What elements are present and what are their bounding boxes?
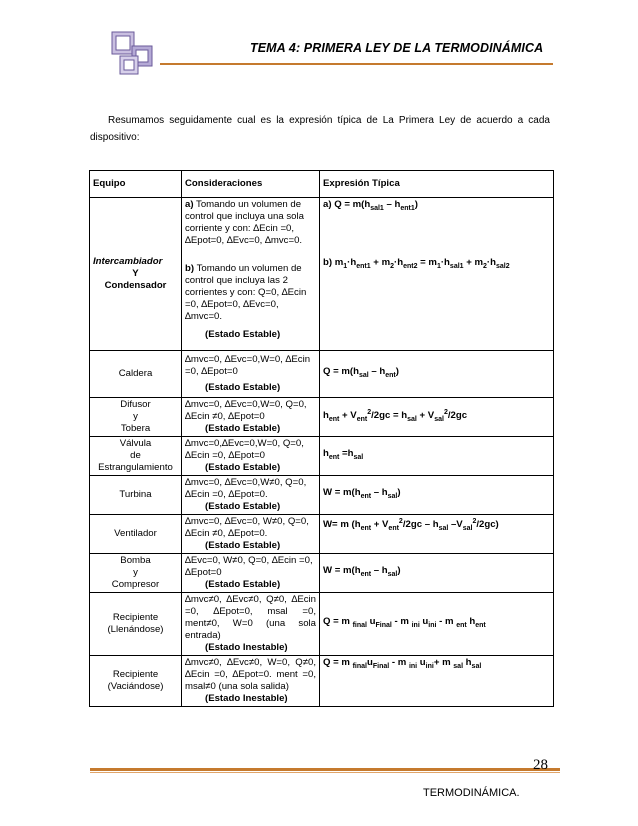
linked-squares-icon <box>110 30 158 78</box>
equipo-name-line3: Tobera <box>120 423 151 434</box>
equipo-vaciandose <box>90 656 182 707</box>
table-row-bomba <box>90 554 554 593</box>
equipo-name-line2: (Llenándose) <box>107 624 164 635</box>
intro-paragraph <box>90 112 550 146</box>
equipo-turbina: Turbina <box>90 476 182 515</box>
estado-label: (Estado Inestable) <box>205 642 288 653</box>
equipo-bomba <box>90 554 182 593</box>
cons-b-text: Tomando un volumen de control que incluya las 2 corrientes y con: Q=0, ∆Ecin =0, ∆Epot=0, ∆Evc=0, ∆mvc=0. <box>185 263 307 322</box>
equipo-name-line2: de <box>130 450 141 461</box>
table-row-llenandose <box>90 593 554 656</box>
cons-a-text: Tomando un volumen de control que incluya una sola corriente y con: ∆Ecin =0, ∆Epot=0, ∆Evc=0, ∆mvc=0. <box>185 199 304 246</box>
cons-text: ∆mvc=0,∆Evc=0,W=0, Q=0, ∆Ecin =0, ∆Epot=0 <box>185 438 304 461</box>
page-header-title: TEMA 4: PRIMERA LEY DE LA TERMODINÁMICA <box>250 41 544 55</box>
equipo-name-line2: (Vaciándose) <box>107 681 164 692</box>
cons-text: ∆Evc=0, W≠0, Q=0, ∆Ecin =0, ∆Epot=0 <box>185 555 313 578</box>
cons-ventilador <box>182 515 320 554</box>
expr-difusor: $h_{ent} + V_{ent}^2/2gc = h_{sal} + V_{sal}^2/2gc$ <box>320 398 554 437</box>
header-rule <box>160 63 553 65</box>
table-header-row <box>90 171 554 198</box>
expr-valvula: $h_{ent} =h_{sal}$ <box>320 437 554 476</box>
cons-text: ∆mvc≠0, ∆Evc≠0, Q≠0, ∆Ecin =0, ∆Epot=0, msal =0, ment≠0, W=0 (una sola entrada) <box>185 594 316 641</box>
equipo-caldera: Caldera <box>90 351 182 398</box>
footer-rule <box>90 768 560 771</box>
header-equipo: Equipo <box>90 171 182 198</box>
equipo-name-line1: Bomba <box>120 555 151 566</box>
table-row-intercambiador <box>90 198 554 351</box>
cons-a-label: a) <box>185 199 194 210</box>
table-row-vaciandose <box>90 656 554 707</box>
expr-b: b) $m_1\cdot h_{ent1} + m_2\cdot h_{ent2} = m_1\cdot h_{sal1} + m_2\cdot h_{sal2}$ <box>323 256 510 270</box>
table-row-ventilador <box>90 515 554 554</box>
table-row-turbina <box>90 476 554 515</box>
equipo-name-line2: Y <box>132 268 139 279</box>
equipo-name-line2: y <box>133 567 138 578</box>
first-law-table <box>89 170 554 707</box>
estado-label: (Estado Estable) <box>205 423 281 434</box>
estado-label: (Estado Estable) <box>205 501 281 512</box>
equipo-intercambiador <box>90 198 182 351</box>
cons-text: ∆mvc=0, ∆Evc=0,W=0, ∆Ecin =0, ∆Epot=0 <box>185 354 311 377</box>
cons-text: ∆mvc=0, ∆Evc=0,W=0, Q=0, ∆Ecin ≠0, ∆Epot=0 <box>185 399 307 422</box>
cons-b-label: b) <box>185 263 195 274</box>
cons-intercambiador <box>182 198 320 351</box>
expr-turbina: $W = m(h_{ent} - h_{sal})$ <box>320 476 554 515</box>
expr-caldera: $Q = m(h_{sal} - h_{ent})$ <box>320 351 554 398</box>
cons-turbina <box>182 476 320 515</box>
equipo-name-line1: Difusor <box>120 399 151 410</box>
equipo-valvula <box>90 437 182 476</box>
equipo-name-line3: Estrangulamiento <box>98 462 173 473</box>
expr-ventilador: W= m ($h_{ent} + V_{ent}^2/2gc - h_{sal}$ $-V_{sal}^2/2gc$) <box>320 515 554 554</box>
intro-text: Resumamos seguidamente cual es la expresión típica de La Primera Ley de acuerdo a cada dispositivo: <box>90 115 550 143</box>
cons-bomba <box>182 554 320 593</box>
cons-caldera <box>182 351 320 398</box>
expr-bomba: $W = m(h_{ent} - h_{sal})$ <box>320 554 554 593</box>
cons-difusor <box>182 398 320 437</box>
cons-text: ∆mvc=0, ∆Evc=0, W≠0, Q=0, ∆Ecin ≠0, ∆Epot=0. <box>185 516 309 539</box>
equipo-name-line3: Condensador <box>104 280 167 291</box>
estado-label: (Estado Estable) <box>205 382 281 393</box>
estado-label: (Estado Estable) <box>205 329 281 340</box>
equipo-name-line2: y <box>133 411 138 422</box>
equipo-name-line1: Intercambiador <box>93 256 163 267</box>
table-row-caldera <box>90 351 554 398</box>
estado-label: (Estado Estable) <box>205 462 281 473</box>
cons-valvula <box>182 437 320 476</box>
equipo-name-line1: Recipiente <box>112 669 159 680</box>
expr-intercambiador <box>320 198 554 351</box>
expr-llenandose: Q = m $_{final}$ $u_{Final}$ - m $_{ini}$ $u_{ini}$ - m $_{ent}$ $h_{ent}$ <box>320 593 554 656</box>
footer-rule-thin <box>90 772 560 773</box>
cons-vaciandose <box>182 656 320 707</box>
footer-text: TERMODINÁMICA. <box>423 787 520 799</box>
equipo-name-line3: Compresor <box>111 579 160 590</box>
equipo-name-line1: Válvula <box>119 438 152 449</box>
table-row-valvula <box>90 437 554 476</box>
expr-vaciandose: Q = m $_{final}u_{Final}$ - m $_{ini}$ $u_{ini}+ m$ $_{sal}$ $h_{sal}$ <box>320 656 554 707</box>
cons-text: ∆mvc≠0, ∆Evc≠0, W=0, Q≠0, ∆Ecin =0, ∆Epot=0. ment =0, msal≠0 (una sola salida) <box>185 657 316 692</box>
estado-label: (Estado Inestable) <box>205 693 288 704</box>
table-row-difusor <box>90 398 554 437</box>
estado-label: (Estado Estable) <box>205 579 281 590</box>
equipo-llenandose <box>90 593 182 656</box>
cons-llenandose <box>182 593 320 656</box>
page-number: 28 <box>533 757 548 773</box>
estado-label: (Estado Estable) <box>205 540 281 551</box>
expr-a: a) $Q = m(h_{sal1} - h_{ent1})$ <box>323 199 418 212</box>
cons-text: ∆mvc=0, ∆Evc=0,W≠0, Q=0, ∆Ecin =0, ∆Epot=0. <box>185 477 307 500</box>
header-consideraciones: Consideraciones <box>182 171 320 198</box>
equipo-ventilador: Ventilador <box>90 515 182 554</box>
equipo-difusor <box>90 398 182 437</box>
equipo-name-line1: Recipiente <box>112 612 159 623</box>
header-expresion: Expresión Típica <box>320 171 554 198</box>
